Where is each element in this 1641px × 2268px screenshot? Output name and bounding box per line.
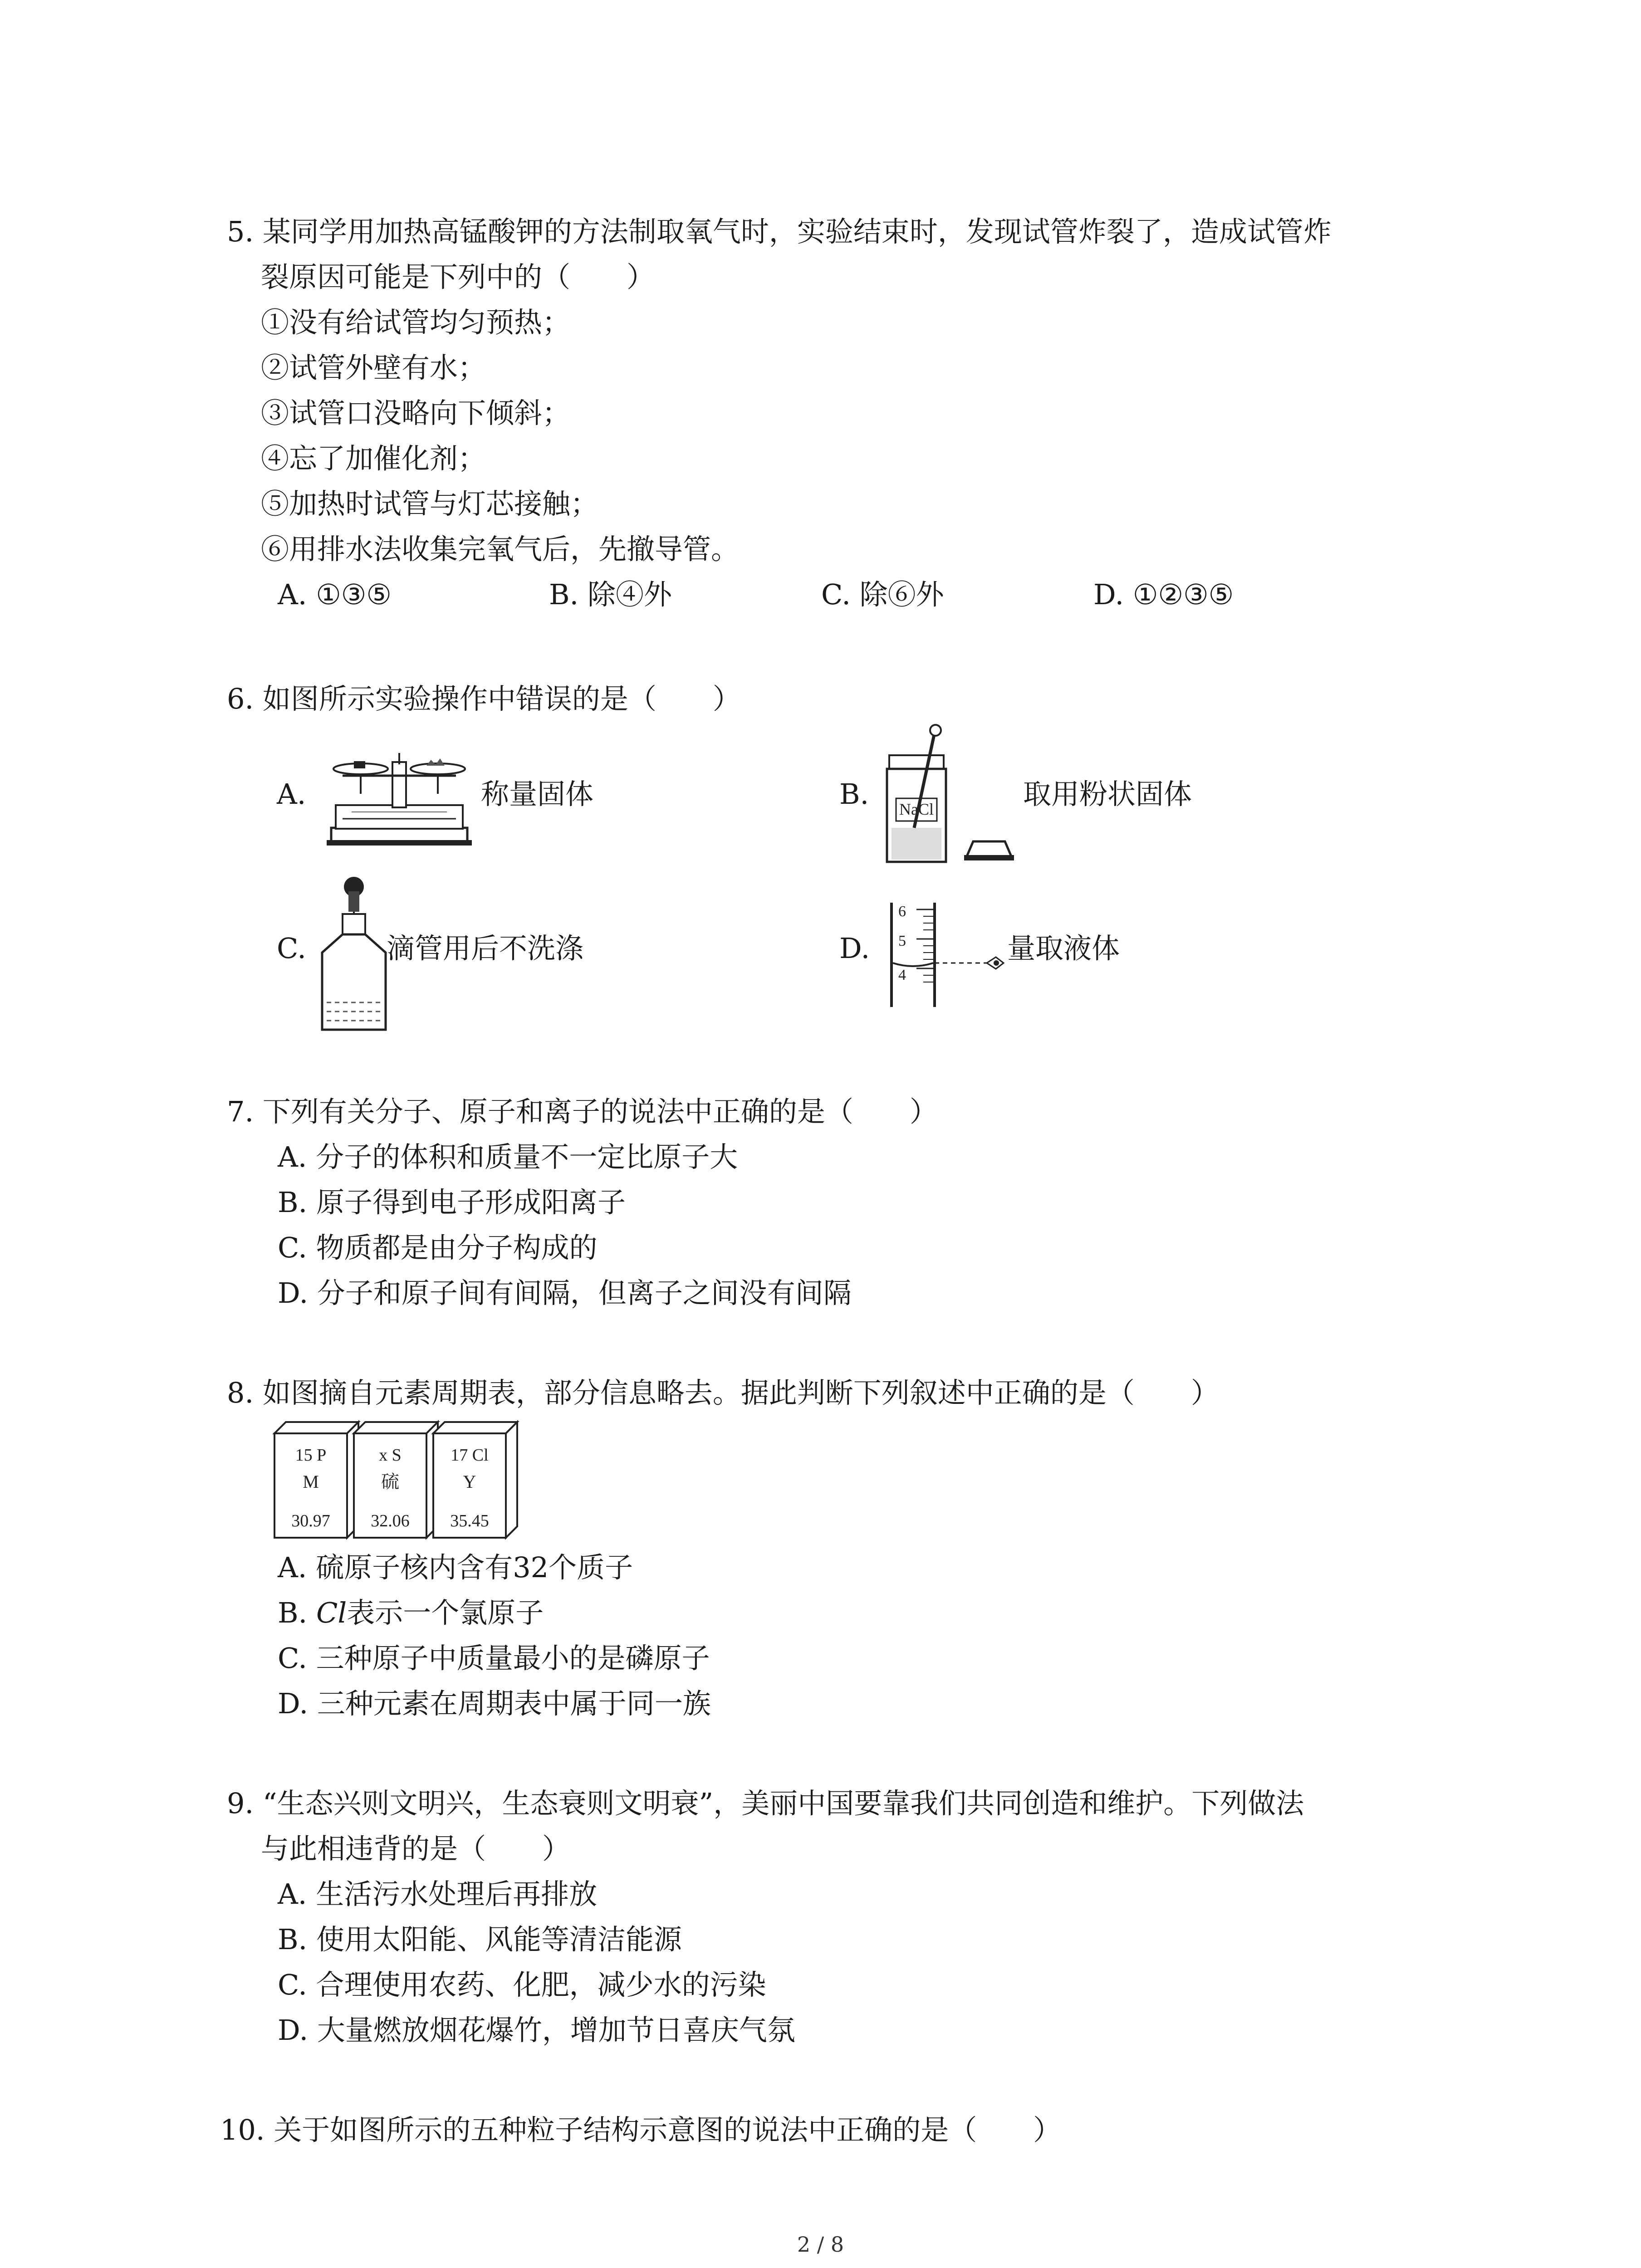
scale-label-4: 4 [898,967,906,983]
q6-option-a-caption: 称量固体 [481,777,594,811]
q6-option-c-caption: 滴管用后不洗涤 [387,932,584,965]
q10-stem: 10. 关于如图所示的五种粒子结构示意图的说法中正确的是（ ） [220,2113,1062,2146]
q5-option-d: D. ①②③⑤ [1093,578,1234,611]
q5-stem-line2: 裂原因可能是下列中的（ ） [261,260,655,293]
q7-option-b: B. 原子得到电子形成阳离子 [278,1186,626,1219]
balance-image [324,744,474,848]
q7-option-d: D. 分子和原子间有间隔，但离子之间没有间隔 [278,1276,852,1310]
q9-option-b: B. 使用太阳能、风能等清洁能源 [278,1923,682,1956]
q8-option-a: A. 硫原子核内含有32个质子 [278,1551,633,1584]
q6-option-b-letter: B. [839,777,869,811]
cell-cl-mid: Y [463,1471,476,1492]
cell-s-bot: 32.06 [371,1511,410,1530]
q5-item-2: ②试管外壁有水； [261,351,486,384]
q5-item-4: ④忘了加催化剂； [261,442,486,475]
q8-option-b-prefix: B. [278,1596,316,1629]
cell-s-mid: 硫 [381,1471,399,1492]
q5-option-c: C. 除⑥外 [821,578,944,611]
q7-stem: 7. 下列有关分子、原子和离子的说法中正确的是（ ） [227,1095,938,1128]
q5-item-6: ⑥用排水法收集完氧气后，先撤导管。 [261,533,740,566]
cell-s-top: x S [379,1446,402,1465]
graduated-cylinder-image [885,900,1012,1009]
q8-option-d: D. 三种元素在周期表中属于同一族 [278,1687,711,1720]
reagent-bottle-spoon-image [880,723,1030,869]
q8-option-b-symbol: Cl [316,1596,347,1629]
cell-p-bot: 30.97 [291,1511,330,1530]
periodic-table-cells-image [272,1420,526,1542]
q9-stem-line1: 9. “生态兴则文明兴，生态衰则文明衰”，美丽中国要靠我们共同创造和维护。下列做法 [227,1787,1304,1820]
q6-option-b-caption: 取用粉状固体 [1023,777,1192,811]
q8-option-c: C. 三种原子中质量最小的是磷原子 [278,1642,710,1675]
cell-cl-top: 17 Cl [451,1446,489,1465]
q9-stem-line2: 与此相违背的是（ ） [261,1832,571,1865]
cell-p-top: 15 P [295,1446,327,1465]
q6-option-a-letter: A. [277,777,306,811]
q8-option-b [278,1596,544,1629]
q8-option-b-rest: 表示一个氯原子 [347,1596,544,1629]
q5-stem-line1: 5. 某同学用加热高锰酸钾的方法制取氧气时，实验结束时，发现试管炸裂了，造成试管炸 [227,215,1332,248]
bottle-label: NaCl [899,800,934,818]
q6-option-d-caption: 量取液体 [1007,932,1120,965]
page-number: 2 / 8 [797,2232,844,2257]
cell-cl-bot: 35.45 [450,1511,489,1530]
q7-option-c: C. 物质都是由分子构成的 [278,1231,598,1264]
dropper-bottle-image [318,875,390,1034]
q8-stem: 8. 如图摘自元素周期表，部分信息略去。据此判断下列叙述中正确的是（ ） [227,1376,1219,1409]
cell-p-mid: M [303,1471,319,1492]
scale-label-5: 5 [898,933,906,949]
q9-option-c: C. 合理使用农药、化肥，减少水的污染 [278,1968,766,2001]
q6-option-c-letter: C. [277,932,306,965]
q6-stem: 6. 如图所示实验操作中错误的是（ ） [227,682,741,715]
scale-label-6: 6 [898,903,906,920]
q9-option-d: D. 大量燃放烟花爆竹，增加节日喜庆气氛 [278,2014,795,2047]
q5-option-a: A. ①③⑤ [278,578,392,611]
q9-option-a: A. 生活污水处理后再排放 [278,1877,598,1911]
q6-option-d-letter: D. [839,932,870,965]
q7-option-a: A. 分子的体积和质量不一定比原子大 [278,1140,738,1173]
q5-item-5: ⑤加热时试管与灯芯接触； [261,487,599,520]
q5-item-1: ①没有给试管均匀预热； [261,306,571,339]
q5-option-b: B. 除④外 [549,578,672,611]
q5-item-3: ③试管口没略向下倾斜； [261,396,571,430]
